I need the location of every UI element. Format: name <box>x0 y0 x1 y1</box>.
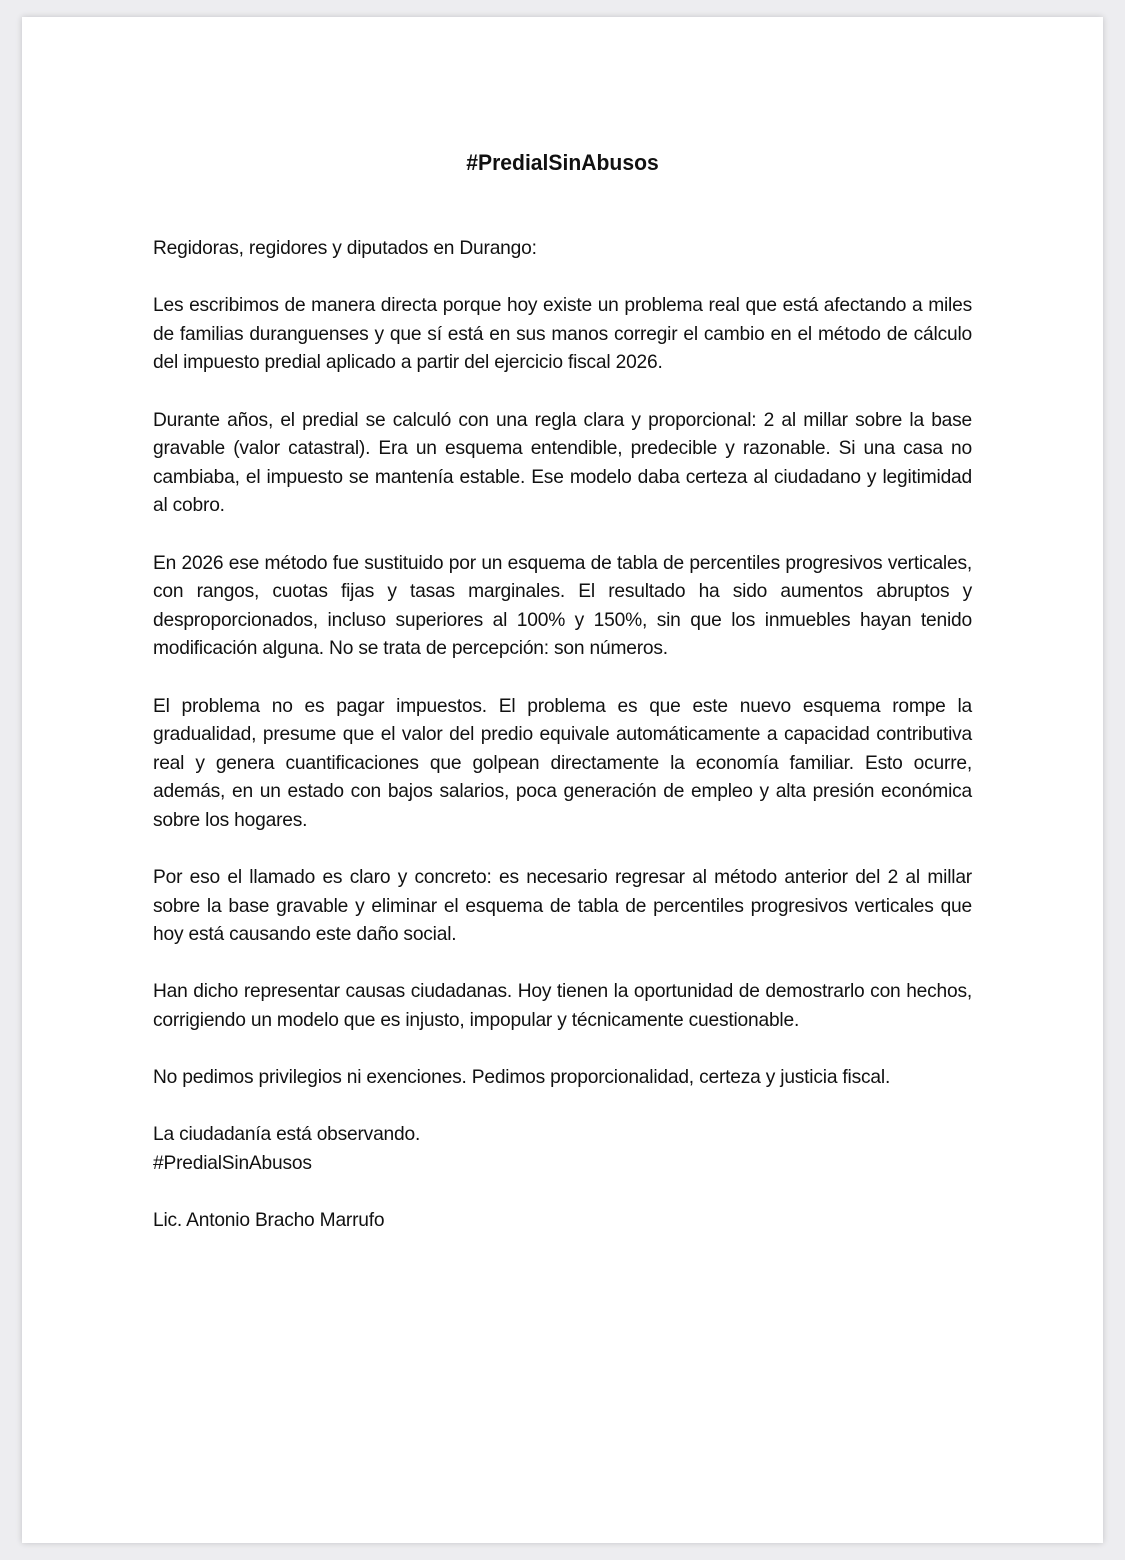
signature: Lic. Antonio Bracho Marrufo <box>153 1210 385 1232</box>
closing-line: La ciudadanía está observando. <box>153 1124 421 1146</box>
paragraph-1: Les escribimos de manera directa porque hoy existe un problema real que está afectando a miles de familias duranguenses y que sí está en sus manos corregir el cambio en el método de cálculo del impuesto predial aplicado a partir del ejercicio fiscal 2026. <box>153 295 972 374</box>
paragraph-6: Han dicho representar causas ciudadanas. Hoy tienen la oportunidad de demostrarlo con hechos, corrigiendo un modelo que es injusto, impopular y técnicamente cuestionable. <box>153 981 972 1032</box>
paragraph-5: Por eso el llamado es claro y concreto: es necesario regresar al método anterior del 2 al millar sobre la base gravable y eliminar el esquema de tabla de percentiles progresivos verticales que hoy está causando este daño social. <box>153 867 972 946</box>
paragraph-7: No pedimos privilegios ni exenciones. Pedimos proporcionalidad, certeza y justicia fiscal. <box>153 1067 891 1089</box>
paragraph-4: El problema no es pagar impuestos. El problema es que este nuevo esquema rompe la gradualidad, presume que el valor del predio equivale automáticamente a capacidad contributiva real y genera cuantificaciones que golpean directamente la economía familiar. Esto ocurre, además, en un estado con bajos salarios, poca generación de empleo y alta presión económica sobre los hogares. <box>153 695 972 831</box>
closing-hashtag: #PredialSinAbusos <box>153 1153 312 1174</box>
closing <box>153 1121 972 1178</box>
document-page <box>22 17 1103 1543</box>
document-body <box>153 235 972 1264</box>
paragraph-2: Durante años, el predial se calculó con una regla clara y proporcional: 2 al millar sobre la base gravable (valor catastral). Era un esquema entendible, predecible y razonable. Si una casa no cambiaba, el impuesto se mantenía estable. Ese modelo daba certeza al ciudadano y legitimidad al cobro. <box>153 409 972 517</box>
document-title: #PredialSinAbusos <box>466 150 659 175</box>
paragraph-3: En 2026 ese método fue sustituido por un esquema de tabla de percentiles progresivos verticales, con rangos, cuotas fijas y tasas marginales. El resultado ha sido aumentos abruptos y desproporcionados, incluso superiores al 100% y 150%, sin que los inmuebles hayan tenido modificación alguna. No se trata de percepción: son números. <box>153 552 972 660</box>
salutation: Regidoras, regidores y diputados en Durango: <box>153 238 537 259</box>
